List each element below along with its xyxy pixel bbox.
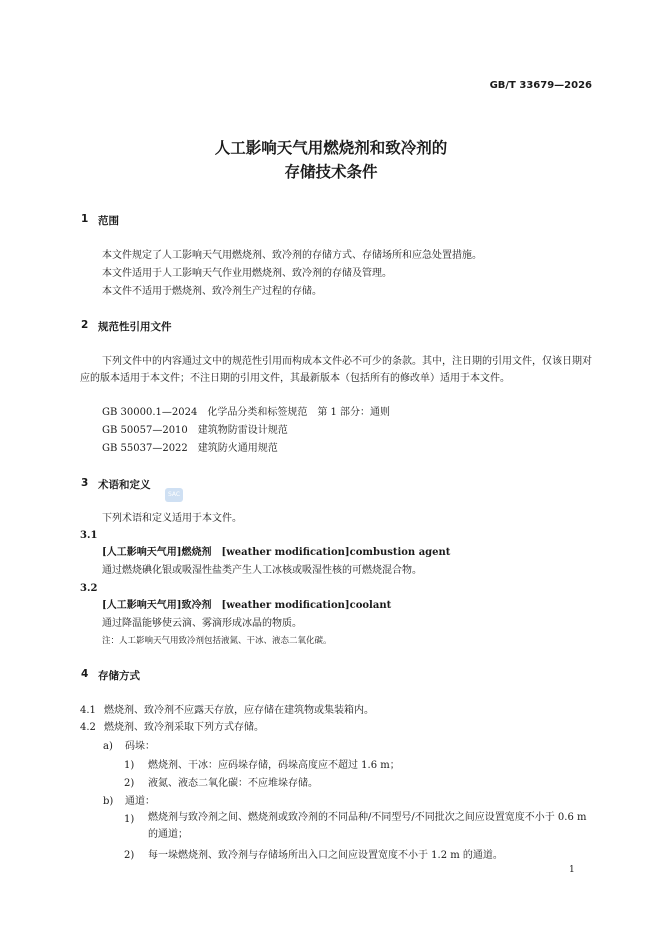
list-a-label: a) bbox=[103, 741, 113, 752]
term-3-1-number: 3.1 bbox=[80, 530, 98, 541]
document-title-line1: 人工影响天气用燃烧剂和致冷剂的 bbox=[214, 139, 448, 157]
clause-4-2-number: 4.2 bbox=[80, 722, 96, 733]
list-b-1-text: 燃烧剂与致冷剂之间、燃烧剂或致冷剂的不同品种/不同型号/不同批次之间应设置宽度不小于 0.6 m 的通道； bbox=[148, 812, 587, 840]
list-a-1-number: 1) bbox=[124, 760, 135, 771]
document-title-line2: 存储技术条件 bbox=[284, 163, 378, 181]
section-2-intro: 下列文件中的内容通过文中的规范性引用而构成本文件必不可少的条款。其中，注日期的引用文件，仅该日期对应的版本适用于本文件；不注日期的引用文件，其最新版本（包括所有的修改单）适用于本文件。 bbox=[80, 356, 592, 384]
list-a-text: 码垛： bbox=[125, 741, 155, 752]
section-1-number: 1 bbox=[81, 213, 89, 225]
section-3-number: 3 bbox=[81, 477, 89, 489]
section-1-para-1: 本文件规定了人工影响天气用燃烧剂、致冷剂的存储方式、存储场所和应急处置措施。 bbox=[102, 250, 482, 261]
sac-watermark-logo: SAC bbox=[165, 488, 183, 502]
reference-3: GB 55037—2022 建筑防火通用规范 bbox=[102, 443, 278, 454]
list-b-label: b) bbox=[103, 796, 114, 807]
list-b-text: 通道： bbox=[125, 796, 155, 807]
list-b-2-number: 2) bbox=[124, 850, 135, 861]
section-3-heading: 术语和定义 bbox=[98, 479, 151, 491]
list-a-2-text: 液氮、液态二氧化碳：不应堆垛存储。 bbox=[148, 778, 318, 789]
reference-2: GB 50057—2010 建筑物防雷设计规范 bbox=[102, 425, 288, 436]
clause-4-1-text: 燃烧剂、致冷剂不应露天存放，应存储在建筑物或集装箱内。 bbox=[104, 705, 374, 716]
term-3-2-note: 注：人工影响天气用致冷剂包括液氮、干冰、液态二氧化碳。 bbox=[102, 636, 332, 646]
section-4-heading: 存储方式 bbox=[98, 670, 140, 682]
section-2-heading: 规范性引用文件 bbox=[98, 321, 172, 333]
clause-4-1-number: 4.1 bbox=[80, 705, 96, 716]
term-3-2-name: [人工影响天气用]致冷剂 [weather modification]coolant bbox=[102, 600, 392, 611]
term-3-2-number: 3.2 bbox=[80, 583, 98, 594]
section-2-number: 2 bbox=[81, 319, 89, 331]
term-3-1-definition: 通过燃烧碘化银或吸湿性盐类产生人工冰核或吸湿性核的可燃烧混合物。 bbox=[102, 565, 422, 576]
list-a-1-text: 燃烧剂、干冰：应码垛存储，码垛高度应不超过 1.6 m； bbox=[148, 760, 400, 771]
section-3-intro: 下列术语和定义适用于本文件。 bbox=[102, 513, 242, 524]
list-b-2-text: 每一垛燃烧剂、致冷剂与存储场所出入口之间应设置宽度不小于 1.2 m 的通道。 bbox=[148, 850, 503, 861]
list-a-2-number: 2) bbox=[124, 778, 135, 789]
section-4-number: 4 bbox=[81, 668, 89, 680]
term-3-1-name: [人工影响天气用]燃烧剂 [weather modification]combustion agent bbox=[102, 547, 451, 558]
section-1-para-2: 本文件适用于人工影响天气作业用燃烧剂、致冷剂的存储及管理。 bbox=[102, 268, 392, 279]
clause-4-2-text: 燃烧剂、致冷剂采取下列方式存储。 bbox=[104, 722, 264, 733]
page-number: 1 bbox=[569, 865, 575, 875]
standard-number: GB/T 33679—2026 bbox=[489, 80, 592, 91]
list-b-1-number: 1) bbox=[124, 814, 135, 825]
reference-1: GB 30000.1—2024 化学品分类和标签规范 第 1 部分：通则 bbox=[102, 407, 391, 418]
term-3-2-definition: 通过降温能够使云滴、雾滴形成冰晶的物质。 bbox=[102, 618, 302, 629]
section-1-heading: 范围 bbox=[98, 215, 119, 227]
section-1-para-3: 本文件不适用于燃烧剂、致冷剂生产过程的存储。 bbox=[102, 286, 322, 297]
